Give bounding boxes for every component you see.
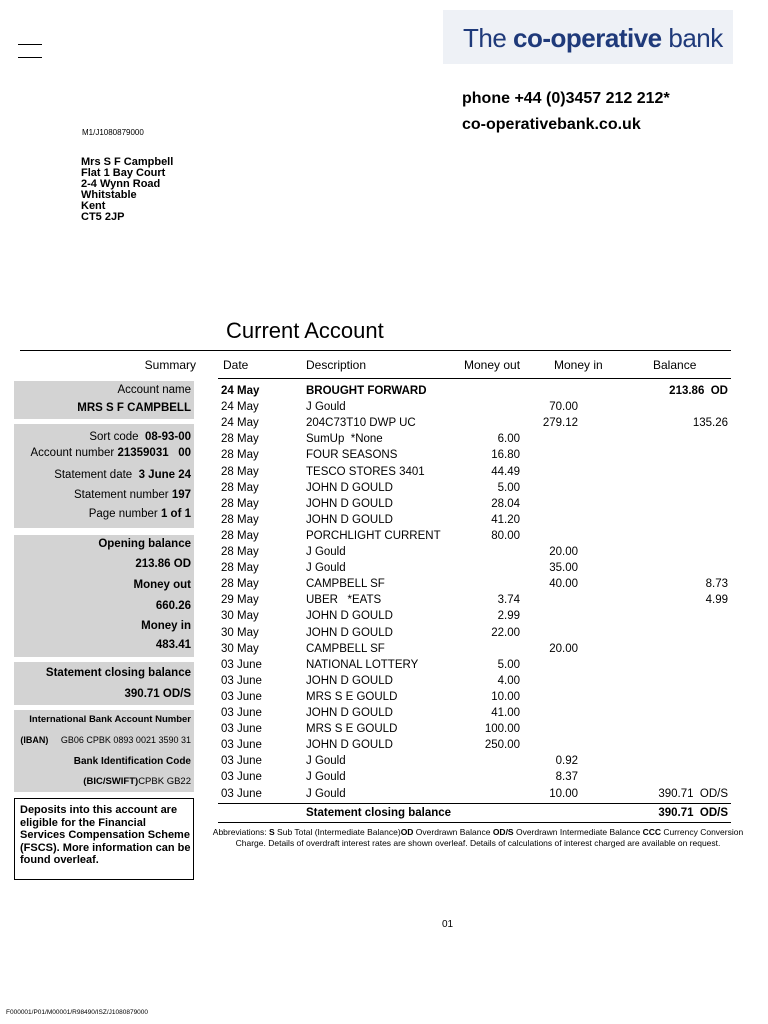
row-description: FOUR SEASONS [306,449,398,462]
iban-line: (IBAN) GB06 CPBK 0893 0021 3590 31 [20,735,191,745]
row-money-out: 41.00 [491,707,520,719]
transaction-row [0,498,768,514]
row-date: 30 May [221,626,259,639]
row-description: CAMPBELL SF [306,578,385,591]
statement-number-line: Statement number 197 [74,489,191,501]
row-description: JOHN D GOULD [306,674,393,687]
row-date: 03 June [221,723,262,736]
account-name-label: Account name [117,384,191,396]
transaction-row [0,562,768,578]
transaction-row [0,707,768,723]
page-number-line: Page number 1 of 1 [88,508,191,520]
row-date: 03 June [221,771,262,784]
closing-balance-label: Statement closing balance [45,667,191,679]
row-description: JOHN D GOULD [306,707,393,719]
transaction-row [0,530,768,546]
transaction-row [0,739,768,755]
transaction-row [0,788,768,804]
closing-row-underline [218,822,731,823]
row-date: 03 June [221,658,262,671]
row-date: 28 May [221,546,259,558]
phone-number: phone +44 (0)3457 212 212* [462,90,670,107]
iban-heading: International Bank Account Number [29,714,191,725]
row-description: BROUGHT FORWARD [306,385,427,397]
row-money-out: 10.00 [491,690,520,703]
row-description: JOHN D GOULD [306,497,393,510]
sort-code-line: Sort code 08-93-00 [89,431,191,443]
row-money-out: 16.80 [491,449,520,462]
money-in-header: Money in [554,358,603,372]
row-money-in: 40.00 [549,578,578,591]
row-date: 03 June [221,674,262,687]
row-money-in: 8.37 [555,771,578,784]
row-date: 28 May [221,465,259,478]
row-money-out: 80.00 [491,529,520,542]
bic-heading: Bank Identification Code [73,756,191,767]
transaction-row [0,723,768,739]
transaction-row [0,466,768,482]
opening-balance-value: 213.86 OD [135,558,191,570]
row-money-in: 35.00 [549,562,578,575]
row-description: JOHN D GOULD [306,481,393,494]
closing-row-divider [218,803,731,804]
transaction-row [0,771,768,787]
row-date: 03 June [221,739,262,752]
row-money-in: 70.00 [549,401,578,414]
row-description: J Gould [306,562,346,575]
customer-address: Mrs S F Campbell Flat 1 Bay Court 2-4 Wynn Road Whitstable Kent CT5 2JP [81,156,174,223]
row-description: JOHN D GOULD [306,626,393,639]
row-description: JOHN D GOULD [306,739,393,752]
transaction-row [0,627,768,643]
row-date: 28 May [221,449,259,462]
transaction-row [0,401,768,417]
bic-line: (BIC/SWIFT)CPBK GB22 [83,776,191,787]
closing-row-value: 390.71 OD/S [658,807,728,819]
row-date: 24 May [221,417,259,430]
row-balance: 4.99 [705,594,728,607]
row-money-out: 250.00 [484,739,520,752]
description-header: Description [306,358,367,372]
row-money-in: 20.00 [549,642,578,655]
row-date: 30 May [221,642,259,655]
row-description: MRS S E GOULD [306,723,398,736]
row-balance: 135.26 [692,417,728,430]
account-number-line: Account number 21359031 00 [30,447,191,459]
row-date: 29 May [221,594,259,607]
row-money-out: 4.00 [497,674,520,687]
transaction-row [0,675,768,691]
row-description: MRS S E GOULD [306,690,398,703]
row-date: 28 May [221,497,259,510]
row-money-out: 44.49 [491,465,520,478]
row-date: 03 June [221,755,262,768]
summary-header: Summary [144,358,196,372]
row-money-in: 20.00 [549,546,578,558]
row-description: NATIONAL LOTTERY [306,658,419,671]
transaction-row [0,659,768,675]
transaction-row [0,385,768,401]
closing-row-label: Statement closing balance [306,807,452,819]
transaction-row [0,755,768,771]
money-in-value: 483.41 [155,639,191,651]
row-date: 24 May [221,401,259,414]
row-date: 24 May [221,385,260,397]
transaction-row [0,514,768,530]
row-description: J Gould [306,755,346,768]
row-description: CAMPBELL SF [306,642,385,655]
row-description: 204C73T10 DWP UC [306,417,416,430]
transaction-row [0,643,768,659]
money-out-value: 660.26 [155,600,191,612]
row-description: PORCHLIGHT CURRENT [306,529,441,542]
row-date: 03 June [221,787,262,800]
row-balance: 8.73 [705,578,728,591]
transaction-row [0,449,768,465]
row-description: UBER *EATS [306,594,382,607]
row-money-in: 279.12 [542,417,578,430]
row-money-out: 5.00 [497,481,520,494]
row-description: TESCO STORES 3401 [306,465,425,478]
row-balance: 390.71 OD/S [658,787,728,800]
row-date: 03 June [221,707,262,719]
row-money-in: 10.00 [549,787,578,800]
row-description: JOHN D GOULD [306,610,393,623]
row-description: J Gould [306,771,346,784]
row-money-out: 6.00 [497,433,520,446]
row-description: J Gould [306,546,346,558]
row-money-out: 100.00 [484,723,520,736]
transaction-row [0,546,768,562]
statement-date-line: Statement date 3 June 24 [54,469,191,481]
bank-website: co-operativebank.co.uk [462,116,641,133]
row-date: 28 May [221,578,259,591]
date-header: Date [223,358,249,372]
row-description: JOHN D GOULD [306,513,393,526]
transaction-row [0,482,768,498]
row-date: 28 May [221,562,259,575]
row-description: SumUp *None [306,433,383,446]
money-out-header: Money out [464,358,521,372]
opening-balance-label: Opening balance [98,538,191,550]
row-date: 30 May [221,610,259,623]
row-money-out: 22.00 [491,626,520,639]
transaction-row [0,578,768,594]
row-description: J Gould [306,787,346,800]
transaction-row [0,417,768,433]
page-number: 01 [442,919,454,930]
bank-logo: The co-operative bank [443,10,733,64]
fscs-notice-text: Deposits into this account are eligible for the Financial Services Compensation Scheme (FSCS). More information can be found overleaf. [20,804,191,866]
statement-title: Current Account [226,318,384,343]
row-date: 03 June [221,690,262,703]
money-in-label: Money in [141,620,191,632]
row-money-out: 28.04 [491,497,520,510]
closing-balance-value: 390.71 OD/S [124,688,191,700]
balance-header: Balance [653,358,697,372]
transaction-row [0,594,768,610]
row-money-out: 41.20 [491,513,520,526]
row-date: 28 May [221,513,259,526]
row-description: J Gould [306,401,346,414]
money-out-label: Money out [133,579,191,591]
customer-reference: M1/J1080879000 [82,128,144,137]
row-date: 28 May [221,433,259,446]
row-money-out: 2.99 [497,610,520,623]
row-balance: 213.86 OD [669,385,728,397]
row-date: 28 May [221,529,259,542]
transaction-row [0,691,768,707]
abbreviations-note: Abbreviations: S Sub Total (Intermediate Balance)OD Overdrawn Balance OD/S Overdrawn Intermediate Balance CCC Currency Conversion Charge. Details of overdraft interest rates are shown overleaf. Details of calculations of interest charged are available on request. [212,827,744,848]
transaction-row [0,433,768,449]
row-money-in: 0.92 [555,755,578,768]
row-money-out: 3.74 [497,594,520,607]
account-name-value: MRS S F CAMPBELL [77,402,191,414]
transaction-row [0,610,768,626]
footer-reference: F000001/P01/M00001/R98490/ISZ/J1080879000 [6,1009,149,1016]
row-money-out: 5.00 [497,658,520,671]
row-date: 28 May [221,481,259,494]
